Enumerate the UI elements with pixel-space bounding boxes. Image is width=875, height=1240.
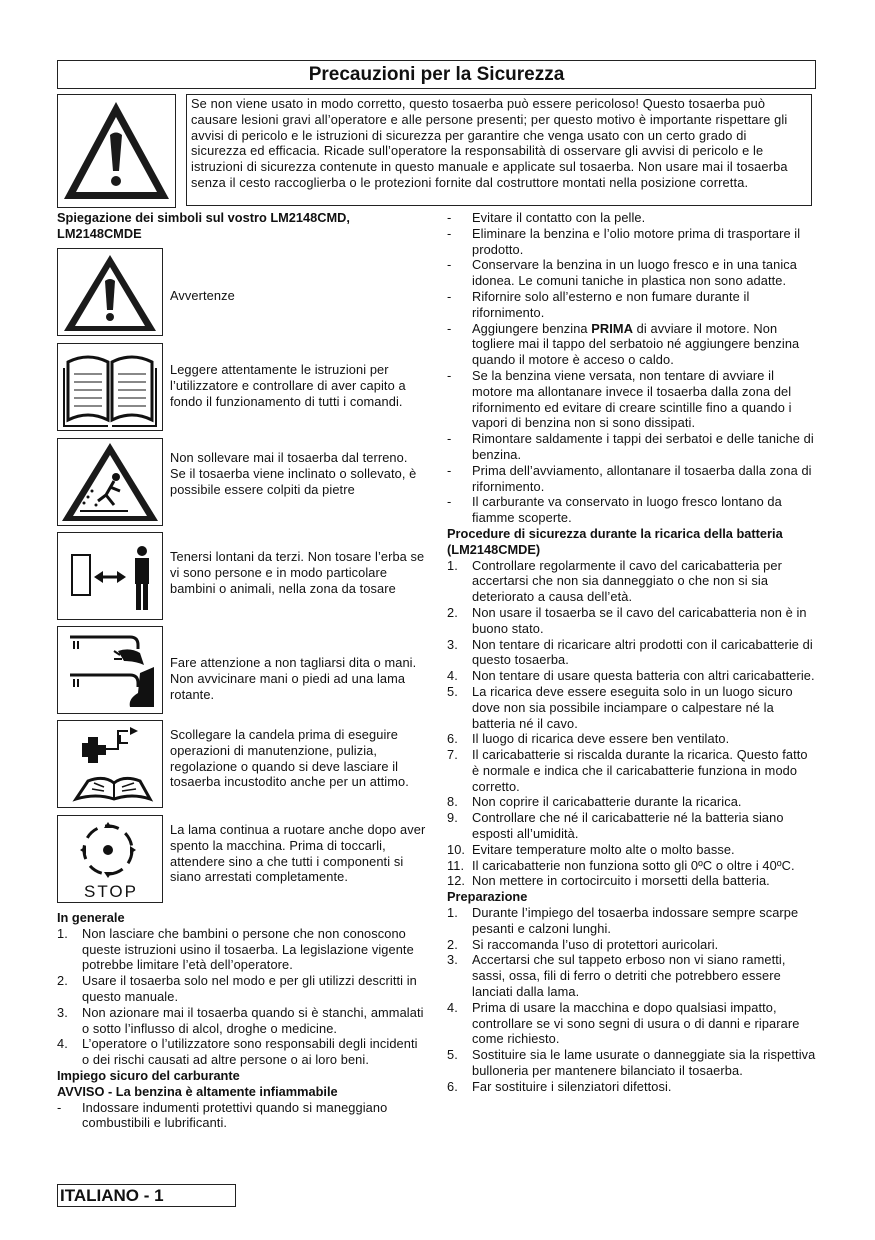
list-item xyxy=(57,1036,424,1068)
list-item-text: Il caricabatterie si riscalda durante la ricarica. Questo fatto è normale e indica che il caricabatterie funziona in modo corretto. xyxy=(472,747,808,794)
list-item xyxy=(447,858,817,874)
list-item-text: Si raccomanda l’uso di protettori auricolari. xyxy=(472,936,719,952)
list-marker: 1. xyxy=(57,925,68,941)
list-item-text: La ricarica deve essere eseguita solo in un luogo sicuro dove non sia possibile inciampare o calpestare né la batteria né il cavo. xyxy=(472,683,793,731)
list-marker: 3. xyxy=(447,636,458,652)
stop-label: STOP xyxy=(84,882,138,901)
symbol-text: Fare attenzione a non tagliarsi dita o mani. Non avvicinare mani o piedi ad una lama rotante. xyxy=(170,655,417,702)
list-item-text: Non usare il tosaerba se il cavo del caricabatteria non è in buono stato. xyxy=(472,604,807,636)
list-item-text: Il carburante va conservato in luogo fresco lontano da fiamme scoperte. xyxy=(472,494,782,526)
list-marker: 12. xyxy=(447,873,466,889)
keep-distance-icon xyxy=(57,532,163,620)
list-marker: 7. xyxy=(447,747,458,763)
general-heading: In generale xyxy=(57,910,125,925)
list-marker: 10. xyxy=(447,841,466,857)
list-marker: 5. xyxy=(447,683,458,699)
list-item xyxy=(447,558,817,605)
list-marker: 6. xyxy=(447,1078,458,1094)
list-item xyxy=(447,905,817,937)
page-footer: ITALIANO - 1 xyxy=(57,1184,236,1207)
list-item-text: Far sostituire i silenziatori difettosi. xyxy=(472,1078,672,1094)
symbols-heading: Spiegazione dei simboli sul vostro LM2148CMD, LM2148CMDE xyxy=(57,210,350,241)
list-item xyxy=(447,937,817,953)
list-item xyxy=(447,684,817,731)
list-item-text: Non mettere in cortocircuito i morsetti della batteria. xyxy=(472,873,770,889)
list-marker: 2. xyxy=(447,604,458,620)
fuel-heading: Impiego sicuro del carburante xyxy=(57,1067,240,1083)
list-item xyxy=(447,289,817,321)
symbol-text: La lama continua a ruotare anche dopo aver spento la macchina. Prima di toccarli, attendere sino a che tutti i componenti si siano arrestati completamente. xyxy=(170,822,426,885)
list-item xyxy=(447,637,817,669)
list-marker: 9. xyxy=(447,810,458,826)
list-item xyxy=(447,794,817,810)
charging-heading: Procedure di sicurezza durante la ricarica della batteria (LM2148CMDE) xyxy=(447,525,783,557)
list-marker: - xyxy=(57,1099,62,1115)
list-item xyxy=(447,1047,817,1079)
list-item xyxy=(447,842,817,858)
rotating-blade-stop-icon xyxy=(57,815,163,903)
list-item xyxy=(447,226,817,258)
list-marker: 1. xyxy=(447,905,458,921)
open-book-icon xyxy=(57,343,163,431)
list-item xyxy=(57,1100,424,1132)
list-marker: 4. xyxy=(57,1036,68,1052)
list-item-text: Non azionare mai il tosaerba quando si è stanchi, ammalati o sotto l’influsso di alcol, droghe o medicine. xyxy=(82,1004,424,1036)
symbol-text: Scollegare la candela prima di eseguire operazioni di manutenzione, pulizia, regolazione o quando si deve lasciare il tosaerba incustodito anche per un attimo. xyxy=(170,727,409,790)
list-item xyxy=(57,926,424,973)
symbol-text: Avvertenze xyxy=(170,288,235,303)
list-item-text: Aggiungere benzina PRIMA di avviare il motore. Non togliere mai il tappo del serbatoio né aggiungere benzina quando il motore è acceso o caldo. xyxy=(472,320,800,368)
list-item-text: Il luogo di ricarica deve essere ben ventilato. xyxy=(472,731,730,747)
list-item xyxy=(447,321,817,368)
blade-hand-foot-icon xyxy=(57,626,163,714)
list-item-text: Controllare regolarmente il cavo del caricabatteria per accertarsi che non sia danneggiato o che non si sia deteriorato a causa dell’età. xyxy=(472,557,782,605)
list-marker: 2. xyxy=(57,973,68,989)
list-item-text: Il caricabatterie non funziona sotto gli 0ºC o oltre i 40ºC. xyxy=(472,857,795,873)
list-item-text: Durante l’impiego del tosaerba indossare sempre scarpe pesanti e calzoni lunghi. xyxy=(472,905,799,936)
list-item-text: Controllare che né il caricabatterie né la batteria siano esposti all’umidità. xyxy=(472,810,784,842)
list-item xyxy=(447,605,817,637)
list-item xyxy=(447,368,817,431)
list-marker: - xyxy=(447,225,452,241)
list-marker: 8. xyxy=(447,794,458,810)
fuel-list-left xyxy=(57,1100,424,1132)
list-marker: 4. xyxy=(447,999,458,1015)
list-item-text: Evitare temperature molto alte o molto basse. xyxy=(472,841,735,857)
list-item xyxy=(447,494,817,526)
general-list xyxy=(57,926,424,1068)
general-section xyxy=(57,910,424,1131)
list-item xyxy=(447,210,817,226)
list-item-text: Sostituire sia le lame usurate o danneggiate sia la rispettiva bulloneria per mantenere bilanciato il tosaerba. xyxy=(472,1047,816,1079)
list-marker: - xyxy=(447,257,452,273)
symbol-text: Leggere attentamente le istruzioni per l’utilizzatore e controllare di aver capito a fondo il funzionamento di tutti i comandi. xyxy=(170,362,406,409)
list-item-text: Non lasciare che bambini o persone che non conoscono queste istruzioni usino il tosaerba. La legislazione vigente potrebbe limitare l’età dell’operatore. xyxy=(82,925,414,973)
list-item xyxy=(447,1000,817,1047)
list-marker: - xyxy=(447,367,452,383)
list-marker: 3. xyxy=(447,952,458,968)
list-marker: 3. xyxy=(57,1004,68,1020)
intro-warning-text: Se non viene usato in modo corretto, questo tosaerba può essere pericoloso! Questo tosaerba può causare lesioni gravi all’operatore e alle persone presenti; per questo motivo è importante rispettare gli avvisi di pericolo e le istruzioni di sicurezza per garantire che venga usato con un certo grado di sicurezza ed efficacia. Ricade sull’operatore la responsabilità di osservare gli avvisi di pericolo e le istruzioni di sicurezza contenute in questo manuale e applicate sul tosaerba. Non usare mai il tosaerba senza il cesto raccoglierba o le protezioni fornite dal costruttore montati nella posizione corretta. xyxy=(186,94,812,206)
list-item-text: Evitare il contatto con la pelle. xyxy=(472,210,646,225)
list-item-text: Non coprire il caricabatterie durante la ricarica. xyxy=(472,794,742,810)
list-item-text: Usare il tosaerba solo nel modo e per gli utilizzi descritti in questo manuale. xyxy=(82,973,417,1004)
list-item xyxy=(57,1005,424,1037)
page-title: Precauzioni per la Sicurezza xyxy=(57,60,816,89)
list-item-text: Non tentare di usare questa batteria con altri caricabatterie. xyxy=(472,668,815,684)
list-item xyxy=(447,1079,817,1095)
warning-triangle-icon xyxy=(57,94,176,208)
list-item-text: Rifornire solo all’esterno e non fumare durante il rifornimento. xyxy=(472,288,750,320)
symbol-text: Non sollevare mai il tosaerba dal terreno. Se il tosaerba viene inclinato o sollevato, è possibile essere colpiti da pietre xyxy=(170,450,417,497)
spark-plug-icon xyxy=(57,720,163,808)
list-item-text: Indossare indumenti protettivi quando si maneggiano combustibili e lubrificanti. xyxy=(82,1099,388,1131)
list-item xyxy=(447,952,817,999)
list-item xyxy=(447,731,817,747)
list-item xyxy=(447,747,817,794)
symbol-text: Tenersi lontani da terzi. Non tosare l’erba se vi sono persone e in modo particolare bambini o animali, nella zona da tosare xyxy=(170,549,425,596)
list-marker: - xyxy=(447,462,452,478)
list-marker: - xyxy=(447,431,452,447)
list-item xyxy=(447,873,817,889)
list-marker: - xyxy=(447,320,452,336)
list-item xyxy=(447,668,817,684)
list-marker: 11. xyxy=(447,857,465,873)
fuel-warning: AVVISO - La benzina è altamente infiammabile xyxy=(57,1083,338,1099)
list-item xyxy=(447,463,817,495)
list-marker: 1. xyxy=(447,557,458,573)
list-item-text: Eliminare la benzina e l’olio motore prima di trasportare il prodotto. xyxy=(472,225,801,257)
prep-list xyxy=(447,905,817,1095)
list-item-text: Prima dell’avviamento, allontanare il tosaerba dalla zona di rifornimento. xyxy=(472,462,812,494)
list-marker: - xyxy=(447,288,452,304)
list-item-text: L’operatore o l’utilizzatore sono responsabili degli incidenti o dei rischi causati ad altre persone o ai loro beni. xyxy=(82,1036,418,1068)
list-marker: 5. xyxy=(447,1047,458,1063)
right-column xyxy=(447,210,817,1095)
charging-list xyxy=(447,558,817,890)
prep-heading: Preparazione xyxy=(447,889,528,905)
list-item xyxy=(447,431,817,463)
list-item xyxy=(57,973,424,1005)
warning-triangle-icon xyxy=(57,248,163,336)
list-item-text: Non tentare di ricaricare altri prodotti con il caricabatterie di questo tosaerba. xyxy=(472,636,813,668)
list-marker: - xyxy=(447,210,452,225)
list-marker: 2. xyxy=(447,936,458,952)
fuel-list-right xyxy=(447,210,817,526)
list-item-text: Conservare la benzina in un luogo fresco e in una tanica idonea. Le comuni taniche in plastica non sono adatte. xyxy=(472,257,798,289)
list-marker: 4. xyxy=(447,668,458,684)
list-item-text: Se la benzina viene versata, non tentare di avviare il motore ma allontanare invece il tosaerba dalla zona del rifornimento ed evitare di creare scintille fino a quando i vapori di benzina non si sono dissipati. xyxy=(472,367,792,431)
list-item xyxy=(447,810,817,842)
list-marker: 6. xyxy=(447,731,458,747)
list-marker: - xyxy=(447,494,452,510)
list-item-text: Rimontare saldamente i tappi dei serbatoi e delle taniche di benzina. xyxy=(472,431,814,462)
list-item-text: Prima di usare la macchina e dopo qualsiasi impatto, controllare se vi sono segni di usura o di danni e riparare come richiesto. xyxy=(472,999,800,1047)
list-item xyxy=(447,257,817,289)
thrown-objects-icon xyxy=(57,438,163,526)
list-item-text: Accertarsi che sul tappeto erboso non vi siano rametti, sassi, ossa, fili di ferro o detriti che potrebbero essere lanciati dalla lama. xyxy=(472,952,786,1000)
